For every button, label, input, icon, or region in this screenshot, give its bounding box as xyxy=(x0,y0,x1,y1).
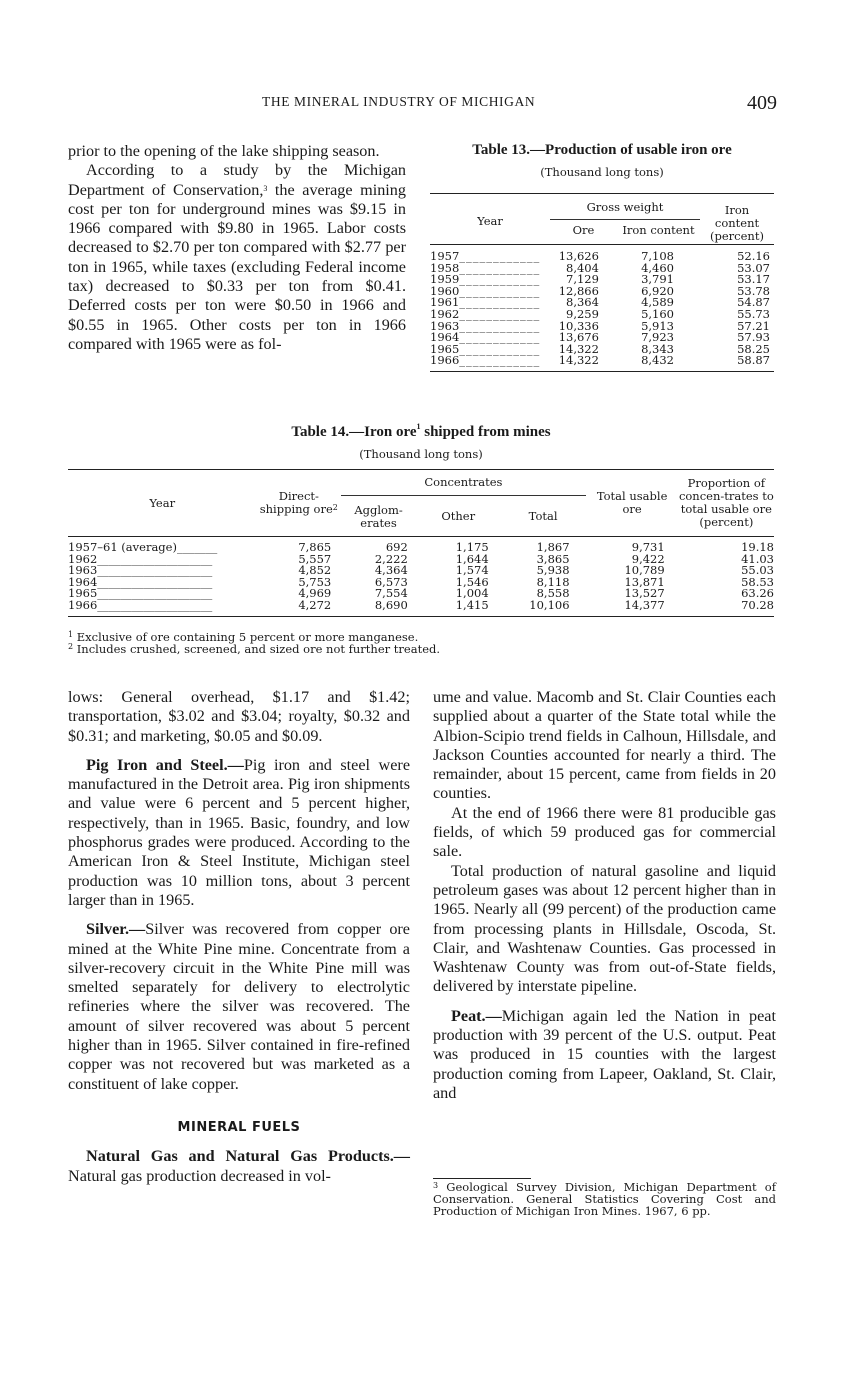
cell-ore: 12,866 xyxy=(558,283,599,298)
table-row xyxy=(430,355,774,371)
cell-ore: 10,336 xyxy=(558,318,599,333)
footnote-ref-3: 3 xyxy=(263,183,268,193)
cell-total: 3,865 xyxy=(536,551,570,566)
col-header-total: Total xyxy=(528,508,558,523)
cell-agglom: 6,573 xyxy=(374,574,408,589)
table-row xyxy=(68,600,774,616)
cell-pct: 58.87 xyxy=(737,353,770,368)
run-in-heading: Pig Iron and Steel.— xyxy=(86,755,244,774)
cell-iron: 7,923 xyxy=(641,330,674,345)
cell-ore: 13,676 xyxy=(558,330,599,345)
cell-year: 1963____________________ xyxy=(68,563,213,578)
table-13 xyxy=(430,142,774,372)
cell-usable: 13,527 xyxy=(624,586,665,601)
cell-agglom: 2,222 xyxy=(374,551,408,566)
col-header-proportion: Proportion of concen-trates to total usable ore (percent) xyxy=(678,476,774,529)
col-header-total-usable: Total usable ore xyxy=(596,489,668,516)
cell-pct: 52.16 xyxy=(737,249,770,263)
cell-pct: 54.87 xyxy=(737,295,770,310)
table-13-subtitle: (Thousand long tons) xyxy=(540,165,664,179)
cell-pct: 41.03 xyxy=(741,551,774,566)
cell-year: 1962____________________ xyxy=(68,551,213,566)
footnote-2: $^2$ Includes crushed, screened, and sized ore not further treated. xyxy=(68,641,441,656)
cell-direct: 5,557 xyxy=(298,551,332,566)
cell-year: 1959____________ xyxy=(430,272,541,287)
cell-pct: 57.21 xyxy=(737,318,770,333)
cell-other: 1,004 xyxy=(455,586,489,601)
cell-ore: 7,129 xyxy=(566,272,599,287)
cell-agglom: 8,690 xyxy=(374,597,408,612)
col-header-year: Year xyxy=(477,214,503,228)
table-14-body xyxy=(68,537,774,617)
cell-year: 1960____________ xyxy=(430,283,541,298)
cell-iron: 3,791 xyxy=(641,272,674,287)
cell-pct: 58.25 xyxy=(737,341,770,356)
col-header-concentrates: Concentrates xyxy=(341,470,585,496)
cell-usable: 13,871 xyxy=(624,574,665,589)
run-in-heading: Peat.— xyxy=(451,1006,502,1025)
cell-iron: 7,108 xyxy=(641,249,674,263)
page-number: 409 xyxy=(747,92,777,114)
cell-year: 1964____________ xyxy=(430,330,541,345)
left-column-top xyxy=(68,142,406,354)
col-header-direct-shipping: Direct-shipping ore$^2$ xyxy=(259,489,338,516)
cell-pct: 58.53 xyxy=(741,574,774,589)
paragraph-mining-costs: According to a study by the Michigan Department of Conservation,$^3$ the average mining cost per ton for underground mines was $9.15 in 1966 compared with $9.80 in 1965. Labor costs decreased to $2.70 per ton compared with $2.77 per ton in 1965, while taxes (excluding Federal income tax) decreased to $0.33 per ton from $0.41. Deferred costs per ton were $0.50 in 1966 and $0.55 in 1965. Other costs per ton in 1966 compared with 1965 were as fol- xyxy=(68,161,406,353)
paragraph-silver: Silver.—Silver was recovered from copper ore mined at the White Pine mine. Concentrate from a silver-recovery circuit in the White Pine mill was smelted separately for delivery to electrolytic refineries where the silver was recovered. The amount of silver recovered was about 5 percent higher than in 1965. Silver contained in fire-refined copper was not recovered but was marketed as a constituent of lake copper. xyxy=(68,920,410,1093)
table-14-subtitle: (Thousand long tons) xyxy=(359,447,483,461)
cell-usable: 9,422 xyxy=(631,551,665,566)
cell-direct: 4,969 xyxy=(298,586,332,601)
cell-ore: 14,322 xyxy=(558,341,599,356)
cell-iron: 4,460 xyxy=(641,260,674,275)
table-14-footnotes xyxy=(68,631,774,655)
cell-pct: 53.07 xyxy=(737,260,770,275)
paragraph-other-costs: lows: General overhead, $1.17 and $1.42; transportation, $3.02 and $3.04; royalty, $0.32 and $0.31; and marketing, $0.05 and $0.09. xyxy=(68,688,410,745)
cell-total: 8,558 xyxy=(536,586,570,601)
paragraph-natural-gasoline: Total production of natural gasoline and liquid petroleum gases was about 12 percent higher than in 1965. Nearly all (99 percent) of the production came from processing plants in Hillsdale, Oscoda, St. Clair, and Washtenaw Counties. Gas processed in Washtenaw County was from out-of-State fields, delivered by interstate pipeline. xyxy=(433,861,776,996)
table-14-grid xyxy=(68,469,774,617)
cell-other: 1,546 xyxy=(455,574,489,589)
cell-pct: 55.73 xyxy=(737,306,770,321)
cell-usable: 9,731 xyxy=(631,540,665,554)
cell-iron: 8,432 xyxy=(641,353,674,368)
table-14 xyxy=(68,424,774,655)
cell-agglom: 692 xyxy=(385,540,408,554)
cell-direct: 7,865 xyxy=(298,540,332,554)
cell-iron: 4,589 xyxy=(641,295,674,310)
col-header-year: Year xyxy=(149,495,176,510)
col-header-other: Other xyxy=(441,508,476,523)
cell-pct: 55.03 xyxy=(741,563,774,578)
cell-pct: 53.17 xyxy=(737,272,770,287)
col-header-agglomerates: Agglom-erates xyxy=(354,503,403,530)
cell-direct: 5,753 xyxy=(298,574,332,589)
paragraph-gas-fields: At the end of 1966 there were 81 producible gas fields, of which 59 produced gas for commercial sale. xyxy=(433,803,776,861)
col-header-iron-content: Iron content xyxy=(622,223,695,238)
cell-other: 1,574 xyxy=(455,563,489,578)
footnote-3: $^3$ Geological Survey Division, Michigan Department of Conservation. General Statistics Covering Cost and Production of Michigan Iron Mines. 1967, 6 pp. xyxy=(433,1180,776,1218)
paragraph-peat: Peat.—Michigan again led the Nation in peat production with 39 percent of the U.S. output. Peat was produced in 15 counties with the largest production coming from Lapeer, Oakland, St. Clair, and xyxy=(433,1006,776,1102)
footnote-1: $^1$ Exclusive of ore containing 5 percent or more manganese. xyxy=(68,629,419,644)
paragraph-natural-gas: Natural Gas and Natural Gas Products.— Natural gas production decreased in vol- xyxy=(68,1147,410,1185)
cell-pct: 57.93 xyxy=(737,330,770,345)
cell-agglom: 4,364 xyxy=(374,563,408,578)
left-column-bottom xyxy=(68,688,410,1186)
table-14-title: Table 14.—Iron ore$^1$ shipped from mines xyxy=(291,422,551,440)
cell-iron: 8,343 xyxy=(641,341,674,356)
cell-year: 1966____________________ xyxy=(68,597,213,612)
cell-usable: 14,377 xyxy=(624,597,665,612)
cell-year: 1958____________ xyxy=(430,260,541,275)
cell-total: 1,867 xyxy=(536,540,570,554)
cell-other: 1,644 xyxy=(455,551,489,566)
cell-year: 1966____________ xyxy=(430,353,541,368)
col-header-iron-content-percent: Iron content (percent) xyxy=(710,203,764,243)
col-header-gross-weight: Gross weight xyxy=(550,194,700,220)
cell-ore: 8,404 xyxy=(566,260,599,275)
cell-ore: 8,364 xyxy=(566,295,599,310)
cell-year: 1964____________________ xyxy=(68,574,213,589)
cell-year: 1965____________________ xyxy=(68,586,213,601)
cell-pct: 53.78 xyxy=(737,283,770,298)
paragraph-gas-counties: ume and value. Macomb and St. Clair Counties each supplied about a quarter of the State total while the Albion-Scipio trend fields in Calhoun, Hillsdale, and Jackson Counties accounted for nearly a third. The remainder, about 15 percent, came from fields in 20 counties. xyxy=(433,688,776,803)
footnote-divider xyxy=(433,1178,531,1179)
cell-year: 1957–61 (average)_______ xyxy=(68,540,218,554)
cell-ore: 14,322 xyxy=(558,353,599,368)
cell-direct: 4,852 xyxy=(298,563,332,578)
section-heading-mineral-fuels: MINERAL FUELS xyxy=(177,1119,301,1135)
cell-total: 8,118 xyxy=(536,574,570,589)
cell-year: 1963____________ xyxy=(430,318,541,333)
cell-year: 1961____________ xyxy=(430,295,541,310)
cell-total: 5,938 xyxy=(536,563,570,578)
cell-iron: 5,913 xyxy=(641,318,674,333)
cell-iron: 5,160 xyxy=(641,306,674,321)
cell-year: 1962____________ xyxy=(430,306,541,321)
cell-pct: 19.18 xyxy=(741,540,774,554)
cell-iron: 6,920 xyxy=(641,283,674,298)
cell-year: 1965____________ xyxy=(430,341,541,356)
cell-year: 1957____________ xyxy=(430,249,541,263)
run-in-heading: Silver.— xyxy=(86,920,146,939)
run-in-heading: Natural Gas and Natural Gas Products.— xyxy=(86,1147,410,1166)
cell-total: 10,106 xyxy=(529,597,570,612)
table-13-body xyxy=(430,245,774,372)
paragraph: prior to the opening of the lake shipping season. xyxy=(68,142,380,160)
cell-other: 1,175 xyxy=(455,540,489,554)
paragraph-pig-iron: Pig Iron and Steel.—Pig iron and steel were manufactured in the Detroit area. Pig iron shipments and value were 6 percent and 5 percent higher, respectively, than in 1965. Basic, foundry, and low phosphorus grades were produced. According to the American Iron & Steel Institute, Michigan steel production was 10 million tons, about 3 percent larger than in 1965. xyxy=(68,755,410,909)
cell-pct: 70.28 xyxy=(741,597,774,612)
cell-direct: 4,272 xyxy=(298,597,332,612)
table-13-grid xyxy=(430,193,774,372)
cell-ore: 9,259 xyxy=(566,306,599,321)
table-13-title: Table 13.—Production of usable iron ore xyxy=(472,142,732,158)
cell-pct: 63.26 xyxy=(741,586,774,601)
cell-agglom: 7,554 xyxy=(374,586,408,601)
cell-ore: 13,626 xyxy=(558,249,599,263)
cell-other: 1,415 xyxy=(455,597,489,612)
right-column-bottom xyxy=(433,688,776,1103)
running-head: THE MINERAL INDUSTRY OF MICHIGAN xyxy=(262,94,536,109)
cell-usable: 10,789 xyxy=(624,563,665,578)
col-header-ore: Ore xyxy=(572,222,595,237)
